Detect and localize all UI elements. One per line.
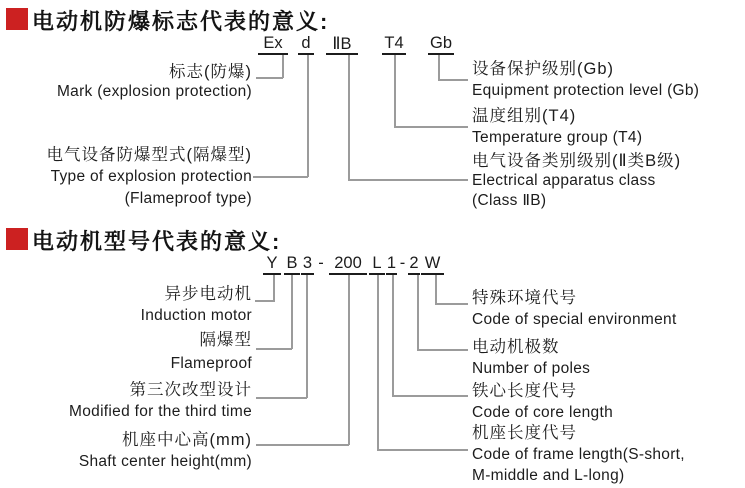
label-modified-cn: 第三次改型设计 — [129, 381, 252, 399]
code-token-gb: Gb — [428, 34, 454, 55]
label-number-of-poles — [472, 337, 744, 379]
label-frame-length — [472, 423, 744, 486]
section1-bullet-icon — [6, 8, 28, 30]
connector-l-horizontal — [377, 449, 468, 451]
connector-d-horizontal — [253, 176, 308, 178]
connector-y-vertical — [273, 275, 275, 302]
label-epl-en: Equipment protection level (Gb) — [472, 82, 700, 99]
code-token-ex: Ex — [258, 34, 288, 55]
code-token-dash1: - — [318, 254, 324, 272]
label-mark-cn: 标志(防爆) — [169, 63, 252, 81]
label-frame-length-cn: 机座长度代号 — [472, 424, 577, 442]
label-core-length — [472, 380, 744, 424]
code-token-dash2: - — [399, 254, 406, 272]
connector-200-horizontal — [256, 444, 349, 446]
label-temp-en: Temperature group (T4) — [472, 129, 643, 146]
label-induction-en: Induction motor — [140, 307, 252, 324]
connector-2-horizontal — [417, 349, 468, 351]
label-modified-en: Modified for the third time — [69, 403, 252, 420]
label-protection-type-cn: 电气设备防爆型式(隔爆型) — [46, 146, 252, 164]
connector-iib-vertical — [348, 55, 350, 180]
connector-l-vertical — [377, 275, 379, 450]
section1-title: 电动机防爆标志代表的意义: — [32, 9, 330, 34]
connector-1-vertical — [392, 275, 394, 396]
label-frame-length-en1: Code of frame length(S-short, — [472, 446, 685, 463]
connector-iib-horizontal — [348, 179, 468, 181]
connector-b-vertical — [291, 275, 293, 349]
label-mark-en: Mark (explosion protection) — [56, 83, 252, 100]
code-token-l: L — [369, 254, 385, 275]
connector-t4-horizontal — [394, 126, 468, 128]
connector-t4-vertical — [394, 55, 396, 127]
code-token-t4: T4 — [382, 34, 406, 55]
connector-gb-horizontal — [438, 79, 468, 81]
label-temp-cn: 温度组别(T4) — [472, 107, 577, 125]
label-class-cn: 电气设备类别级别(Ⅱ类B级) — [472, 152, 682, 170]
connector-200-vertical — [348, 275, 350, 445]
label-flameproof — [0, 329, 252, 375]
label-special-environment — [472, 288, 744, 330]
code-token-200: 200 — [329, 254, 367, 275]
label-protection-type-en1: Type of explosion protection — [50, 168, 252, 185]
code-token-b: B — [284, 254, 300, 275]
label-special-env-en: Code of special environment — [472, 311, 677, 328]
label-mark — [0, 62, 252, 102]
label-flameproof-en: Flameproof — [170, 355, 252, 372]
connector-b-horizontal — [256, 348, 292, 350]
connector-3-horizontal — [256, 397, 307, 399]
label-apparatus-class — [472, 151, 744, 211]
connector-w-vertical — [435, 275, 437, 304]
connector-w-horizontal — [435, 303, 468, 305]
label-core-length-en: Code of core length — [472, 404, 613, 421]
connector-y-horizontal — [255, 300, 274, 302]
code-token-2: 2 — [408, 254, 420, 275]
section2-title: 电动机型号代表的意义: — [32, 229, 282, 254]
connector-ex-horizontal — [256, 77, 283, 79]
section2-bullet-icon — [6, 228, 28, 250]
code-token-1: 1 — [386, 254, 397, 275]
label-poles-cn: 电动机极数 — [472, 338, 560, 356]
code-token-iib: ⅡB — [326, 34, 358, 55]
connector-d-vertical — [307, 55, 309, 177]
label-induction-motor — [0, 284, 252, 326]
code-token-y: Y — [263, 254, 281, 275]
label-flameproof-cn: 隔爆型 — [199, 331, 252, 349]
connector-gb-vertical — [438, 55, 440, 80]
label-equipment-protection-level — [472, 59, 744, 101]
label-shaft-en: Shaft center height(mm) — [78, 453, 252, 470]
label-temperature-group — [472, 106, 744, 148]
connector-3-vertical — [306, 275, 308, 398]
code-token-3: 3 — [301, 254, 314, 275]
label-protection-type — [0, 144, 252, 210]
label-modified-third — [0, 379, 252, 423]
label-special-env-cn: 特殊环境代号 — [472, 289, 577, 307]
label-induction-cn: 异步电动机 — [164, 285, 252, 303]
label-class-en1: Electrical apparatus class — [472, 172, 656, 189]
code-token-d: d — [298, 34, 314, 55]
connector-2-vertical — [417, 275, 419, 350]
label-epl-cn: 设备保护级别(Gb) — [472, 60, 614, 78]
connector-1-horizontal — [392, 395, 468, 397]
label-shaft-cn: 机座中心高(mm) — [122, 431, 252, 449]
code-token-w: W — [421, 254, 444, 275]
label-shaft-center-height — [0, 430, 252, 472]
label-poles-en: Number of poles — [472, 360, 591, 377]
label-core-length-cn: 铁心长度代号 — [472, 382, 577, 400]
label-frame-length-en2: M-middle and L-long) — [472, 467, 625, 484]
label-class-en2: (Class ⅡB) — [472, 192, 547, 209]
connector-ex-vertical — [282, 55, 284, 78]
label-protection-type-en2: (Flameproof type) — [124, 190, 252, 207]
